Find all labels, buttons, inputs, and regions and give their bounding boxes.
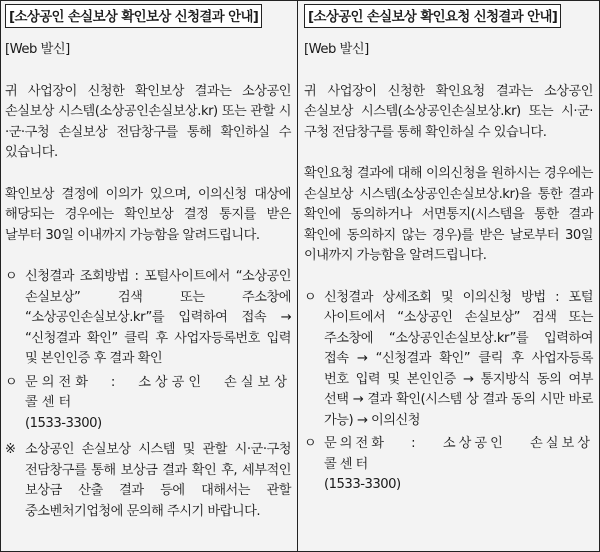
left-list-item xyxy=(5,267,291,370)
left-result-paragraph: 귀 사업장이 신청한 확인보상 결과는 소상공인 손실보상 시스템(소상공인손실보상.kr) 또는 관할 시·군·구청 손실보상 전담창구를 통해 확인하실 수 있습니다. xyxy=(5,83,291,160)
right-list-item xyxy=(304,434,593,496)
left-web-tag: [Web 발신] xyxy=(5,42,70,57)
right-objection-paragraph: 확인요청 결과에 대해 이의신청을 원하시는 경우에는 손실보상 시스템(소상공인손실보상.kr)을 통한 결과 확인에 동의하거나 서면통지(시스템을 통한 결과 확인에 동의하지 않는 경우)를 받은 날로부터 30일 이내까지 가능함을 알려드립니다. xyxy=(304,166,593,263)
left-objection-paragraph: 확인보상 결정에 이의가 있으며, 이의신청 대상에 해당되는 경우에는 확인보상 결정 통지를 받은 날부터 30일 이내까지 가능함을 알려드립니다. xyxy=(5,186,291,243)
left-contact-label: 문의전화 : 소상공인 손실보상 콜센터 xyxy=(25,374,291,410)
left-note: 소상공인 손실보상 시스템 및 관할 시·군·구청 전담창구를 통해 보상금 결과 확인 후, 세부적인 보상금 산출 결과 등에 대해서는 관할 중소벤처기업청에 문의해 주시기 바랍니다. xyxy=(25,442,291,519)
left-notice-body xyxy=(5,40,291,522)
bullet-circle-icon: ㅇ xyxy=(5,374,18,390)
right-lookup-method: 신청결과 상세조회 및 이의신청 방법 : 포털 사이트에서 “소상공인 손실보상” 검색 또는 주소창에 “소상공인손실보상.kr”를 입력하여 접속 → “신청결과 확인” 클릭 후 사업자등록 번호 입력 및 본인인증 → 통지방식 동의 여부 선택 → 결과 확인(시스템 상 결과 동의 시만 바로 가능) → 이의신청 xyxy=(324,289,593,428)
left-notice-title: [소상공인 손실보상 확인보상 신청결과 안내] xyxy=(5,4,262,28)
right-notice-title: [소상공인 손실보상 확인요청 신청결과 안내] xyxy=(304,4,561,28)
right-contact-label: 문의전화 : 소상공인 손실보상 콜센터 xyxy=(324,436,593,472)
bullet-circle-icon: ㅇ xyxy=(304,436,317,451)
note-mark-icon: ※ xyxy=(5,442,16,457)
left-list-item xyxy=(5,440,291,522)
right-contact xyxy=(324,434,593,496)
right-web-tag: [Web 발신] xyxy=(304,42,369,57)
left-contact xyxy=(25,373,291,435)
right-contact-phone: (1533-3300) xyxy=(324,477,401,492)
bullet-circle-icon: ㅇ xyxy=(5,269,18,284)
right-notice-body xyxy=(304,40,593,496)
left-contact-phone: (1533-3300) xyxy=(25,415,102,431)
left-notice xyxy=(1,1,298,551)
right-result-paragraph: 귀 사업장이 신청한 확인요청 결과는 소상공인 손실보상 시스템(소상공인손실보상.kr) 또는 시·군·구청 전담창구를 통해 확인하실 수 있습니다. xyxy=(304,83,593,140)
right-notice xyxy=(298,1,599,551)
right-list-item xyxy=(304,288,593,432)
left-lookup-method: 신청결과 조회방법 : 포털사이트에서 “소상공인 손실보상” 검색 또는 주소창에 “소상공인손실보상.kr”를 입력하여 접속 → “신청결과 확인” 클릭 후 사업자등록번호 입력 및 본인인증 후 결과 확인 xyxy=(25,269,291,366)
bullet-circle-icon: ㅇ xyxy=(304,289,317,305)
left-list-item xyxy=(5,373,291,435)
